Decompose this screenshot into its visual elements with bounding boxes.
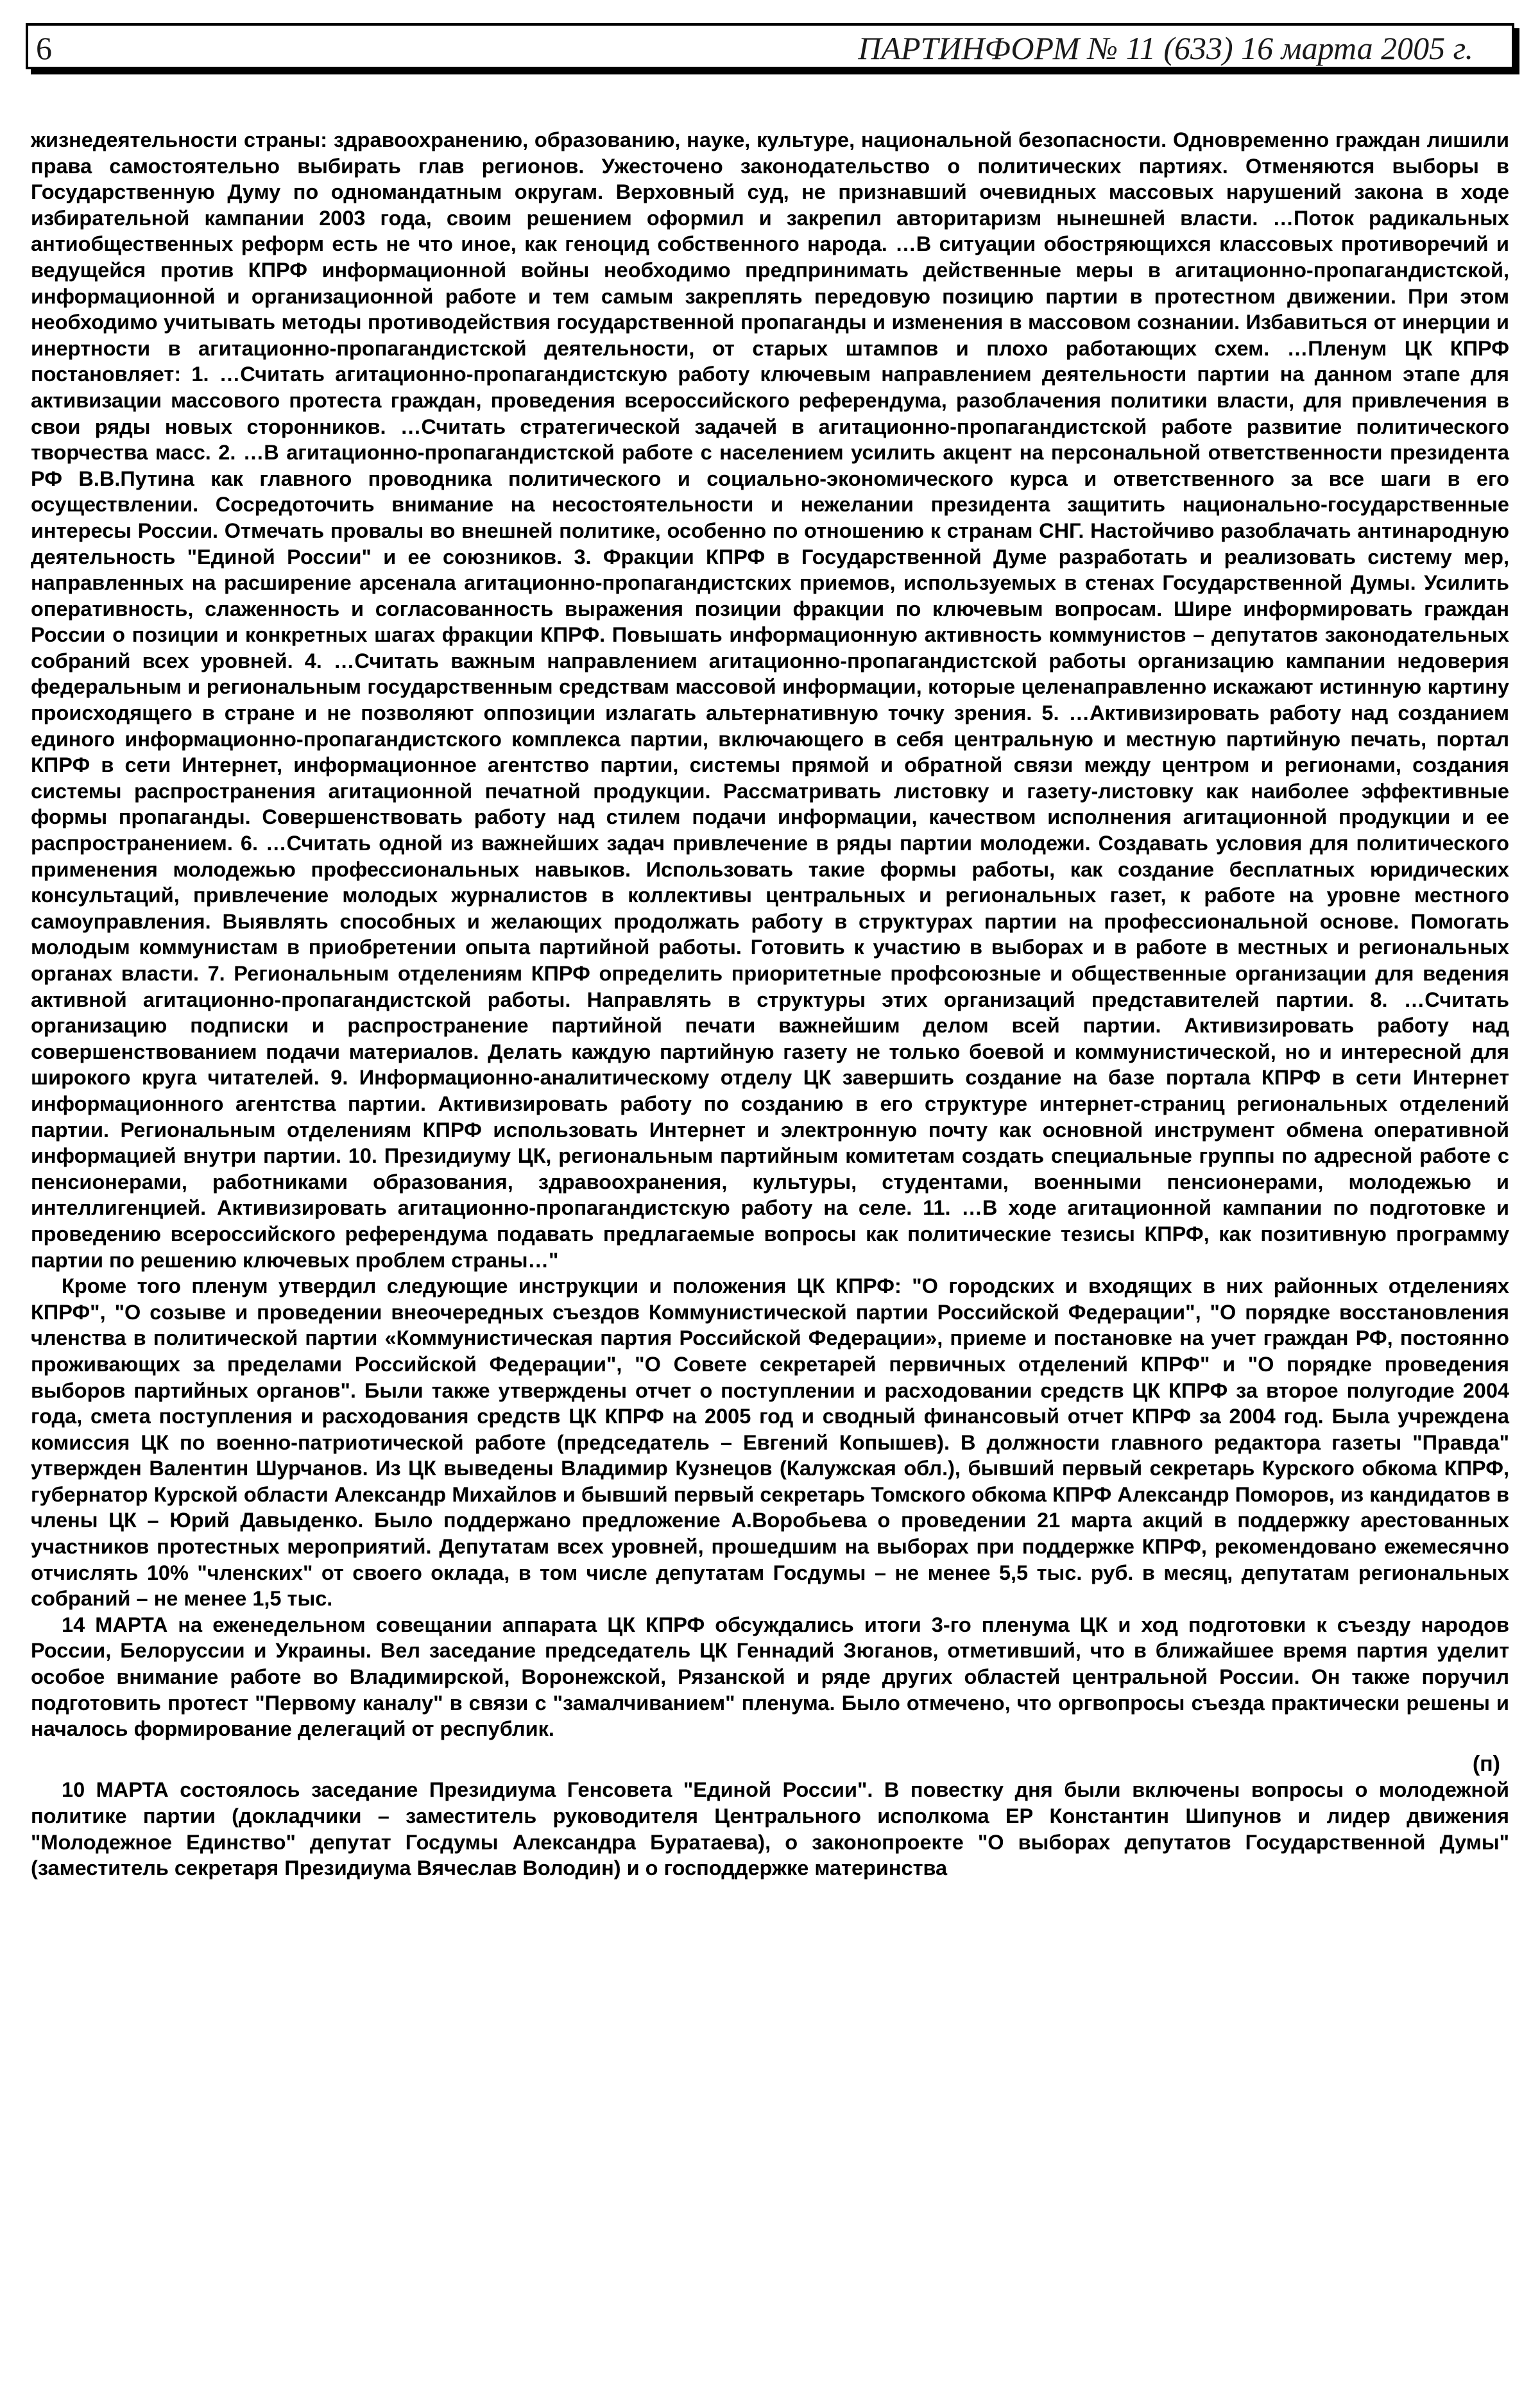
paragraph-plenum-resolution: жизнедеятельности страны: здравоохранению, образованию, науке, культуре, национальной безопасности. Одновременно граждан лишили права самостоятельно выбирать глав регионов. Ужесточено законодательство о политических партиях. Отменяются выборы в Государственную Думу по одномандатным округам. Верховный суд, не признавший очевидных массовых нарушений закона в ходе избирательной кампании 2003 года, своим решением оформил и закрепил авторитаризм нынешней власти. …Поток радикальных антиобщественных реформ есть не что иное, как геноцид собственного народа. …В ситуации обостряющихся классовых противоречий и ведущейся против КПРФ информационной войны необходимо предпринимать действенные меры в агитационно-пропагандистской, информационной и организационной работе и тем самым закреплять передовую позицию партии в протестном движении. При этом необходимо учитывать методы противодействия государственной пропаганды и изменения в массовом сознании. Избавиться от инерции и инертности в агитационно-пропагандистской деятельности, от старых штампов и плохо работающих схем. …Пленум ЦК КПРФ постановляет: 1. …Считать агитационно-пропагандистскую работу ключевым направлением деятельности партии на данном этапе для активизации массового протеста граждан, проведения всероссийского референдума, разоблачения политики власти, для привлечения в свои ряды новых сторонников. …Считать стратегической задачей в агитационно-пропагандистской работе развитие политического творчества масс. 2. …В агитационно-пропагандистской работе с населением усилить акцент на персональной ответственности президента РФ В.В.Путина как главного проводника политического и социально-экономического курса и ответственного за все шаги в его осуществлении. Сосредоточить внимание на несостоятельности и нежелании президента защитить национально-государственные интересы России. Отмечать провалы во внешней политике, особенно по отношению к странам СНГ. Настойчиво разоблачать антинародную деятельность "Единой России" и ее союзников. 3. Фракции КПРФ в Государственной Думе разработать и реализовать систему мер, направленных на расширение арсенала агитационно-пропагандистских приемов, используемых в стенах Государственной Думы. Усилить оперативность, слаженность и согласованность выражения позиции фракции по ключевым вопросам. Шире информировать граждан России о позиции и конкретных шагах фракции КПРФ. Повышать информационную активность коммунистов – депутатов законодательных собраний всех уровней. 4. …Считать важным направлением агитационно-пропагандистской работы организацию кампании недоверия федеральным и региональным государственным средствам массовой информации, которые целенаправленно искажают истинную картину происходящего в стране и не позволяют оппозиции излагать альтернативную точку зрения. 5. …Активизировать работу над созданием единого информационно-пропагандистского комплекса партии, включающего в себя центральную и местную партийную печать, портал КПРФ в сети Интернет, информационное агентство партии, системы прямой и обратной связи между центром и регионами, создания системы распространения агитационной печатной продукции. Рассматривать листовку и газету-листовку как наиболее эффективные формы пропаганды. Совершенствовать работу над стилем подачи информации, качеством исполнения агитационной продукции и ее распространением. 6. …Считать одной из важнейших задач привлечение в ряды партии молодежи. Создавать условия для политического применения молодежью профессиональных навыков. Использовать такие формы работы, как создание бесплатных юридических консультаций, привлечение молодых журналистов в коллективы центральных и региональных газет, к работе на уровне местного самоуправления. Выявлять способных и желающих продолжать работу в структурах партии на профессиональной основе. Помогать молодым коммунистам в приобретении опыта партийной работы. Готовить к участию в выборах и в работе в местных и региональных органах власти. 7. Региональным отделениям КПРФ определить приоритетные профсоюзные и общественные организации для ведения активной агитационно-пропагандистской работы. Направлять в структуры этих организаций представителей партии. 8. …Считать организацию подписки и распространение партийной печати важнейшим делом всей партии. Активизировать работу над совершенствованием подачи материалов. Делать каждую партийную газету не только боевой и коммунистической, но и интересной для широкого круга читателей. 9. Информационно-аналитическому отделу ЦК завершить создание на базе портала КПРФ в сети Интернет информационного агентства партии. Активизировать работу по созданию в его структуре интернет-страниц региональных отделений партии. Региональным отделениям КПРФ использовать Интернет и электронную почту как основной инструмент обмена оперативной информацией внутри партии. 10. Президиуму ЦК, региональным партийным комитетам создать специальные группы по адресной работе с пенсионерами, работниками образования, здравоохранения, культуры, студентами, военными пенсионерами, молодежью и интеллигенцией. Активизировать агитационно-пропагандистскую работу на селе. 11. …В ходе агитационной кампании по подготовке и проведению всероссийского референдума подавать предлагаемые вопросы как политические тезисы КПРФ, как позитивную программу партии по решению ключевых проблем страны…" [31, 128, 1509, 1272]
paragraph-plenum-instructions: Кроме того пленум утвердил следующие инструкции и положения ЦК КПРФ: "О городских и входящих в них районных отделениях КПРФ", "О созыве и проведении внеочередных съездов Коммунистической партии Российской Федерации", "О порядке восстановления членства в политической партии «Коммунистическая партия Российской Федерации», приеме и постановке на учет граждан РФ, постоянно проживающих за пределами Российской Федерации", "О Совете секретарей первичных отделений КПРФ" и "О порядке проведения выборов партийных органов". Были также утверждены отчет о поступлении и расходовании средств ЦК КПРФ за второе полугодие 2004 года, смета поступления и расходования средств ЦК КПРФ на 2005 год и сводный финансовый отчет КПРФ за 2004 год. Была учреждена комиссия ЦК по военно-патриотической работе (председатель – Евгений Копышев). В должности главного редактора газеты "Правда" утвержден Валентин Шурчанов. Из ЦК выведены Владимир Кузнецов (Калужская обл.), бывший первый секретарь Курского обкома КПРФ, губернатор Курской области Александр Михайлов и бывший первый секретарь Томского обкома КПРФ Александр Поморов, из кандидатов в члены ЦК – Юрий Давыденко. Было поддержано предложение А.Воробьева о проведении 21 марта акций в поддержку арестованных участников протестных мероприятий. Депутатам всех уровней, прошедшим на выборах при поддержке КПРФ, рекомендовано ежемесячно отчислять 10% "членских" от своего оклада, в том числе депутатам Госдумы – не менее 5,5 тыс. руб. в месяц, депутатам региональных собраний – не менее 1,5 тыс. [31, 1274, 1509, 1611]
page-header [26, 23, 1514, 69]
paragraph-march-14: 14 МАРТА на еженедельном совещании аппарата ЦК КПРФ обсуждались итоги 3-го пленума ЦК и ход подготовки к съезду народов России, Белоруссии и Украины. Вел заседание председатель ЦК Геннадий Зюганов, отметивший, что в ближайшее время партия уделит особое внимание работе во Владимирской, Воронежской, Рязанской и ряде других областей центральной России. Он также поручил подготовить протест "Первому каналу" в связи с "замалчиванием" пленума. Было отмечено, что оргвопросы съезда практически решены и началось формирование делегаций от республик. [31, 1613, 1509, 1741]
issue-title: ПАРТИНФОРМ № 11 (633) 16 марта 2005 г. [858, 30, 1473, 66]
page-number: 6 [36, 30, 52, 66]
section-signature: (п) [1472, 1751, 1500, 1776]
article-body [31, 127, 1509, 1881]
paragraph-march-10: 10 МАРТА состоялось заседание Президиума Генсовета "Единой России". В повестку дня были включены вопросы о молодежной политике партии (докладчики – заместитель руководителя Центрального исполкома ЕР Константин Шипунов и лидер движения "Молодежное Единство" депутат Госдумы Александра Буратаева), о законопроекте "О выборах депутатов Государственной Думы" (заместитель секретаря Президиума Вячеслав Володин) и о господдержке материнства [31, 1778, 1509, 1880]
